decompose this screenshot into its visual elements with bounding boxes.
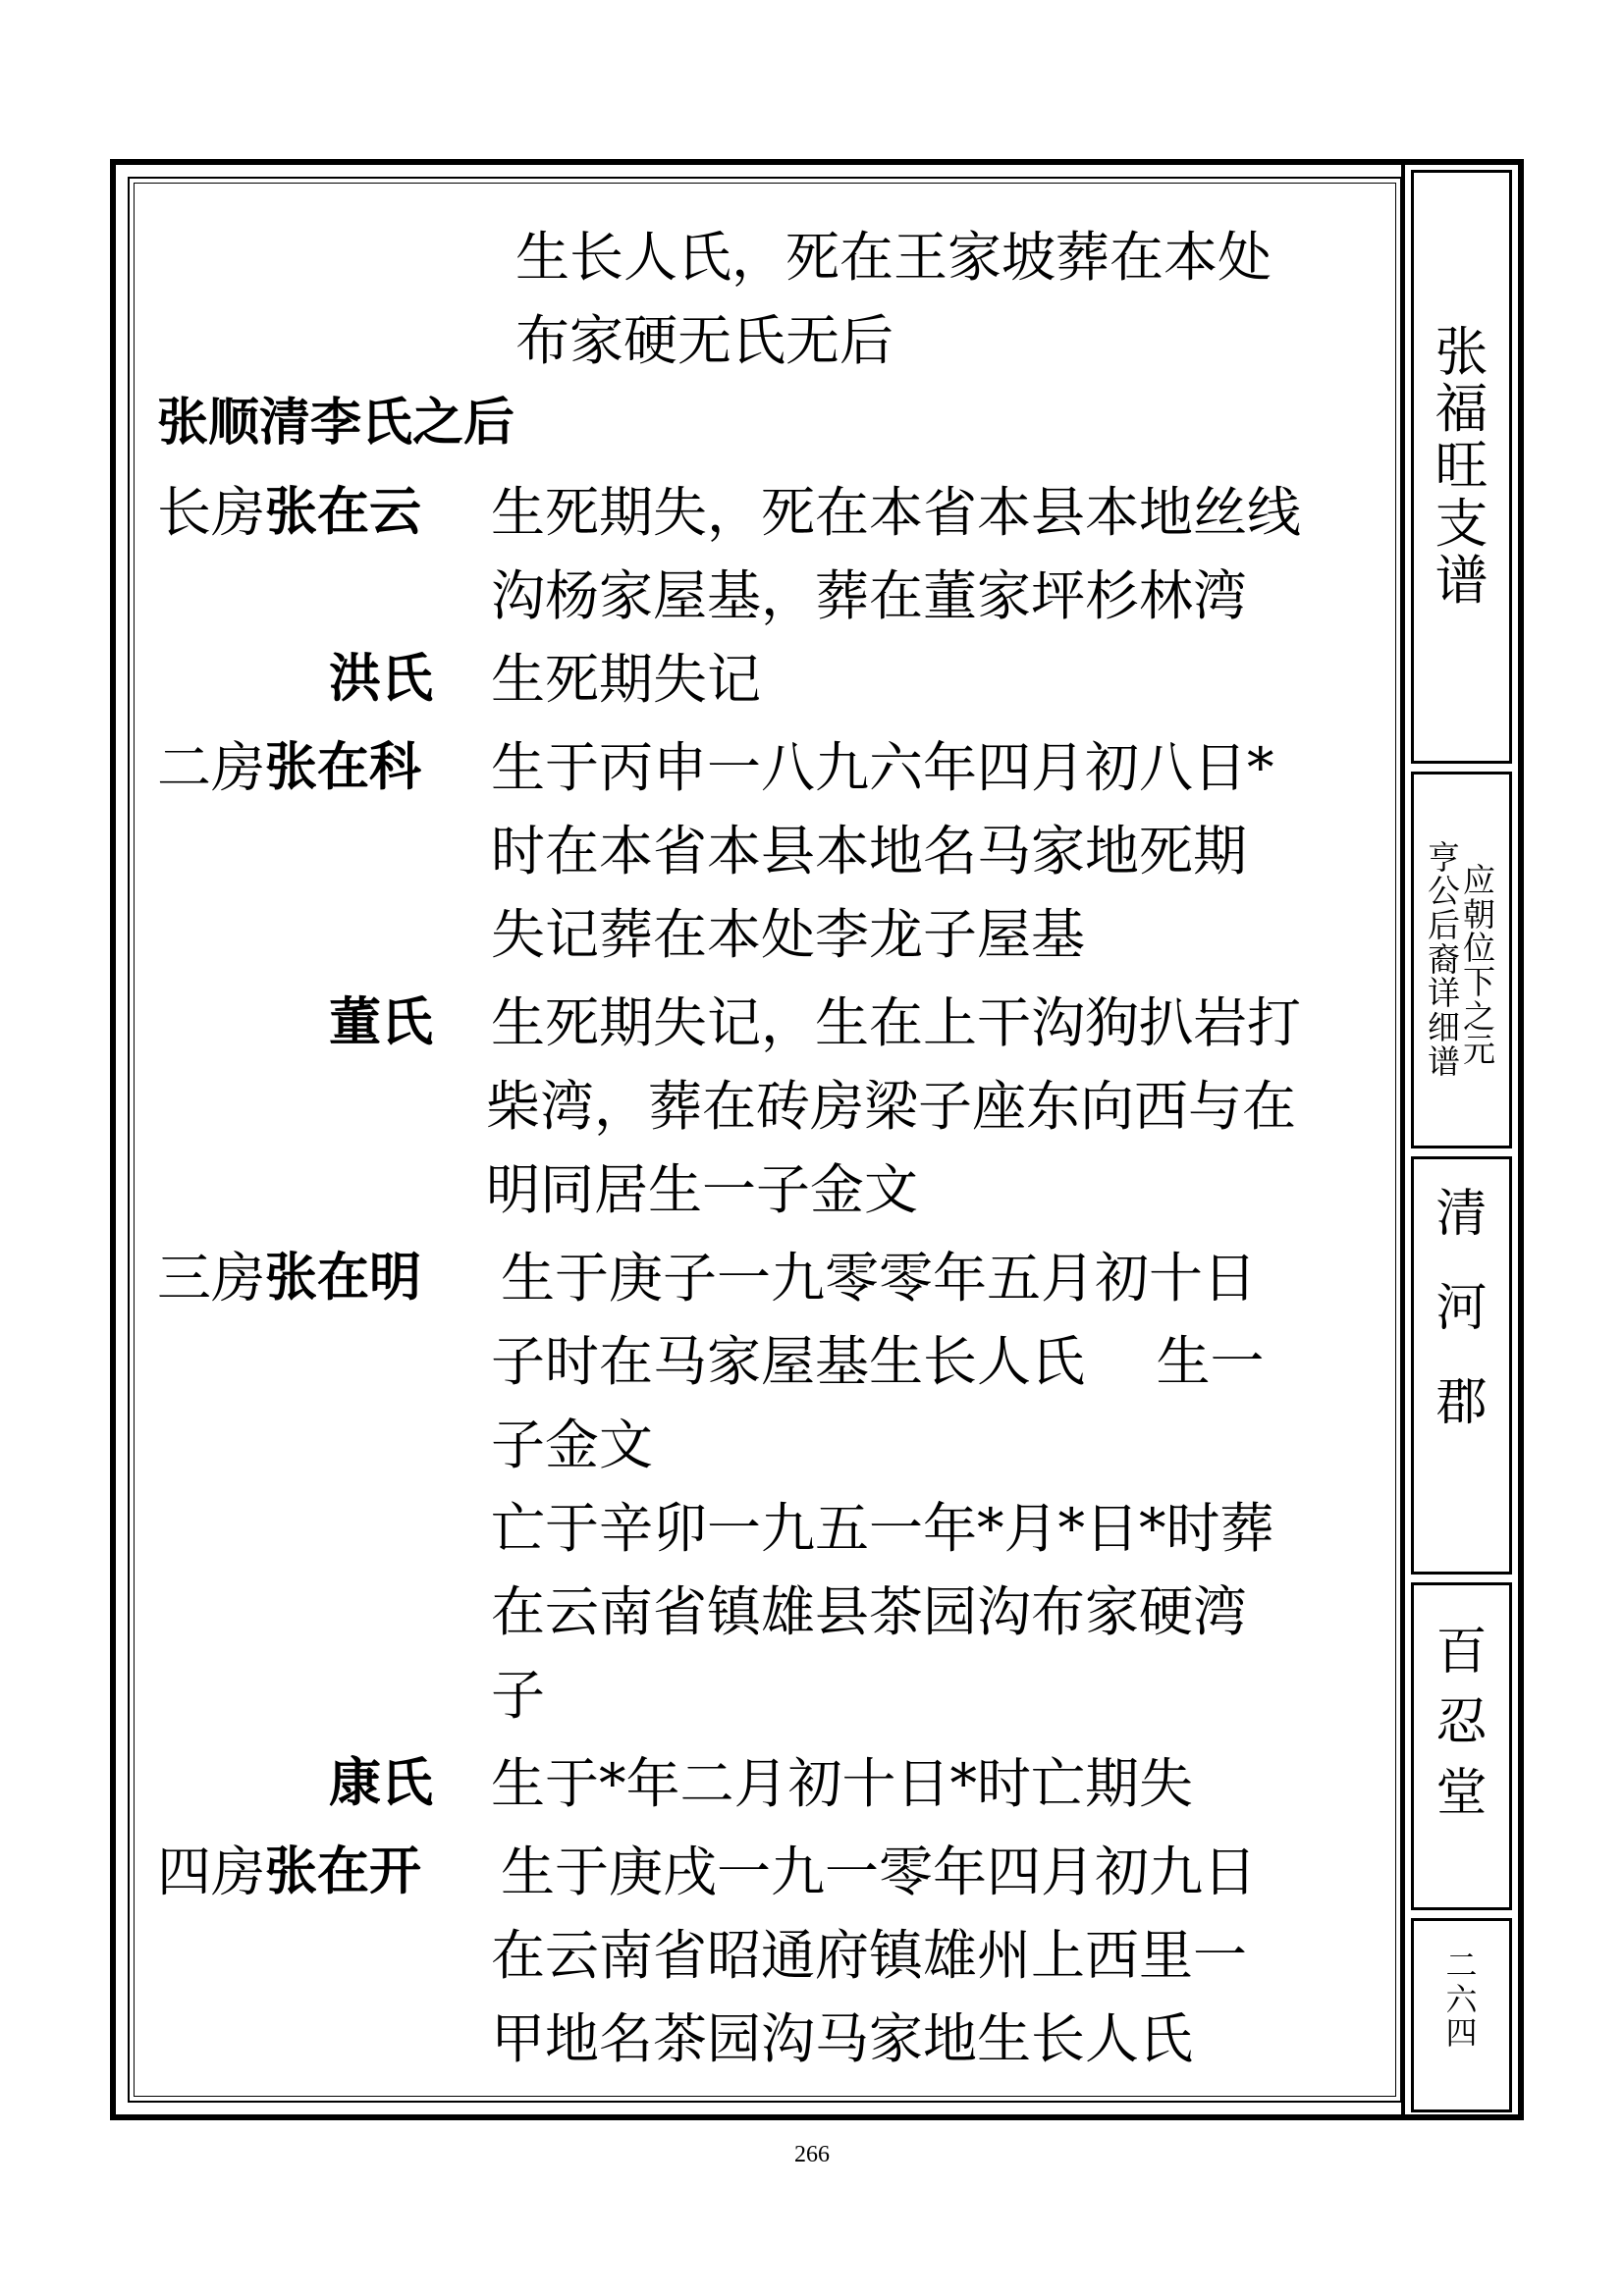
entry-prefix: 二房 [157,736,266,799]
side-subtitle-char: 后 [1428,906,1460,945]
page-number: 266 [794,2142,830,2167]
side-subtitle-char: 元 [1463,1031,1495,1070]
entry-name: 张在明 [265,1248,421,1308]
entry-prefix: 三房 [157,1247,266,1309]
entry-name: 洪氏 [329,649,433,709]
entry-name: 董氏 [329,992,433,1052]
entry-text: 子 [491,1664,546,1727]
entry-name: 张在云 [265,482,421,542]
entry-text: 生死期失记，生在上干沟狗扒岩打 [491,991,1302,1054]
section-heading: 张顺清李氏之后 [157,394,515,453]
side-hall-char: 忍 [1435,1693,1488,1753]
entry-text: 明同居生一子金文 [486,1158,919,1221]
side-subtitle-char: 谱 [1428,1041,1460,1081]
entry-text: 生死期失，死在本省本县本地丝线 [491,481,1302,544]
entry-name: 康氏 [329,1753,433,1813]
entry-text: 生于庚子一九零零年五月初十日 [501,1247,1258,1309]
entry-text: 亡于辛卯一九五一年*月*日*时葬 [491,1497,1274,1560]
side-subtitle-cell [1411,772,1512,1148]
side-title-char: 福 [1435,378,1489,441]
side-title-cell [1411,170,1512,764]
entry-text: 时在本省本县本地名马家地死期 [491,820,1248,882]
entry-prefix: 四房 [157,1841,266,1903]
side-subtitle-char: 公 [1428,872,1460,911]
side-subtitle-char: 裔 [1428,939,1460,979]
side-hall-char: 堂 [1435,1764,1488,1824]
side-subtitle-char: 朝 [1463,894,1495,934]
side-subtitle-char: 细 [1428,1007,1460,1046]
entry-text: 沟杨家屋基，葬在董家坪杉林湾 [491,564,1248,627]
entry-text: 生于*年二月初十日*时亡期失 [491,1752,1194,1815]
entry-name: 张在科 [265,737,421,797]
side-title-char: 旺 [1435,435,1489,498]
entry-text: 柴湾，葬在砖房梁子座东向西与在 [486,1075,1297,1138]
entry-text: 在云南省昭通府镇雄州上西里一 [491,1924,1248,1987]
side-subtitle-char: 应 [1463,861,1495,900]
side-subtitle-char: 位 [1463,929,1495,968]
text-line: 布家硬无氏无后 [515,309,894,372]
side-hall-cell [1411,1582,1512,1910]
text-line: 生长人氏，死在王家坡葬在本处 [515,226,1272,289]
entry-text: 生于丙申一八九六年四月初八日* [491,736,1274,799]
side-subtitle-char: 详 [1428,974,1460,1013]
side-page-number-char: 四 [1445,2014,1478,2053]
side-subtitle-char: 之 [1463,996,1495,1036]
side-subtitle-char: 亨 [1428,837,1460,877]
entry-text: 子时在马家屋基生长人氏 生一 [491,1330,1265,1393]
entry-name: 张在开 [265,1842,421,1901]
side-title-char: 谱 [1435,549,1489,612]
entry-prefix: 长房 [157,481,266,544]
entry-text: 甲地名茶园沟马家地生长人氏 [491,2007,1194,2070]
side-clan-char: 河 [1435,1279,1488,1339]
side-page-number-char: 二 [1445,1947,1478,1984]
side-hall-char: 百 [1435,1623,1488,1682]
entry-text: 子金文 [491,1414,654,1476]
side-clan-char: 郡 [1435,1373,1488,1433]
side-subtitle-char: 下 [1463,963,1495,1001]
frame-divider [1401,159,1405,2120]
subtitle-left-column [1428,837,1460,1081]
side-page-number-char: 六 [1445,1980,1478,2018]
side-page-number-cell [1411,1918,1512,2112]
side-clan-cell [1411,1156,1512,1575]
entry-text: 生死期失记 [491,648,762,711]
subtitle-right-column [1463,861,1495,1070]
entry-text: 生于庚戌一九一零年四月初九日 [501,1841,1258,1903]
side-title-char: 张 [1435,320,1489,383]
entry-text: 在云南省镇雄县茶园沟布家硬湾 [491,1580,1248,1643]
side-title-char: 支 [1435,492,1489,555]
side-clan-char: 清 [1435,1185,1488,1244]
entry-text: 失记葬在本处李龙子屋基 [491,903,1086,966]
